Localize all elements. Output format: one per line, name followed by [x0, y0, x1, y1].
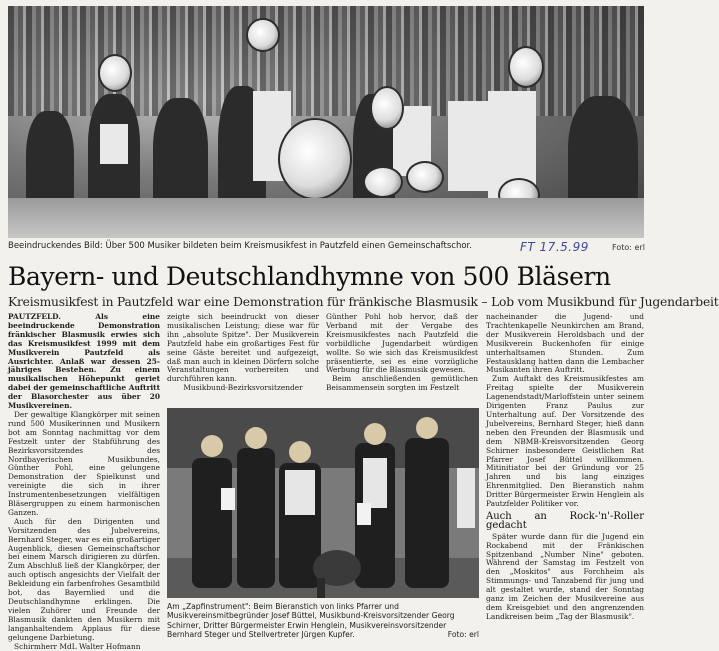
bass-drum: [278, 118, 352, 200]
beer-tapping-photo: [167, 408, 479, 598]
drum: [246, 18, 280, 52]
article-headline: Bayern- und Deutschlandhymne von 500 Bläsern: [8, 262, 611, 291]
drum: [508, 46, 544, 88]
beer-tapping-illustration: [167, 408, 479, 598]
band-photo: [8, 6, 644, 238]
body-paragraph: Auch für den Dirigenten und Vorsitzenden des Jubelvereins, Bernhard Steger, war es ein großartiger Augenblick, diesen Gemeinschaftschor bei einem Marsch dirigieren zu dürfen. Zum Abschluß ließ der Klangkörper, der auch optisch angesichts der Vielfalt der Bekleidung ein farbenfrohes Gesamtbild bot, das Bayernlied und die Deutschlandhymne erklingen. Die vielen Zuhörer und Freunde der Blasmusik dankten den Musikern mit langanhaltendem Applaus für diese gelungene Darbietung.: [8, 516, 160, 642]
bottom-photo-caption: [167, 602, 479, 640]
bottom-photo-credit: Foto: erl: [447, 630, 479, 640]
handwritten-date-note: FT 17.5.99: [520, 240, 589, 254]
article-subheadline: Kreismusikfest in Pautzfeld war eine Demonstration für fränkische Blasmusik – Lob vom Musikbund für Jugendarbeit: [8, 295, 719, 309]
body-paragraph: Der gewaltige Klangkörper mit seinen rund 500 Musikerinnen und Musikern bot am Sonntag nachmittag vor dem Festzelt unter der Stabführung des Bezirksvorsitzendes des Nordbayerischen Musikbundes, Günther Pohl, eine gelungene Demonstration der Spielkunst und vereinigte die sich in ihrer Instrumentenbesetzungen vielfältigen Bläsergruppen zu einem harmonischen Ganzen.: [8, 409, 160, 517]
body-paragraph: zeigte sich beeindruckt von dieser musikalischen Leistung; diese war für ihn „absolute Spitze". Der Musikverein Pautzfeld habe ein großartiges Fest für seine Gäste bereitet und aufgezeigt, daß man auch in kleinen Dörfern solche Veranstaltungen vorbereiten und durchführen kann.: [167, 312, 319, 384]
drum: [370, 86, 404, 130]
body-paragraph: Zum Auftakt des Kreismusikfestes am Freitag spielte der Musikverein Lagenendstadt/Marloffstein unter seinem Dirigenten Franz Paulus zur Unterhaltung auf. Der Vorsitzende des Jubelvereins, Bernhard Steger, hieß dann neben den Freunden der Blasmusik und dem NBMB-Kreisvorsitzenden Georg Schirner insbesondere Geistlichen Rat Pfarrer Josef Büttel willkommen. Mitinitiator bei der Gründung vor 25 Jahren und bis lang einziges Ehrenmitglied. Den Bieranstich nahm Dritter Bürgermeister Erwin Henglein als Pautzfelder Politiker vor.: [486, 374, 644, 509]
article-column-4: [486, 313, 644, 643]
body-paragraph: Beim anschließenden gemütlichen Beisammensein sorgten im Festzelt: [326, 374, 478, 393]
snare-drum: [406, 161, 444, 193]
section-subheading: Auch an Rock-'n'-Roller gedacht: [486, 510, 644, 531]
shirt-shape: [100, 124, 128, 164]
article-column-3: [326, 313, 478, 406]
body-paragraph: Günther Pohl hob hervor, daß der Verband mit der Vergabe des Kreismusikfestes nach Pautzfeld die vorbildliche Jugendarbeit würdigen wollte. So wie sich das Kreismusikfest präsentierte, sei es eine vorzügliche Werbung für die Blasmusik gewesen.: [326, 312, 478, 375]
article-column-1: [8, 312, 160, 651]
snare-drum: [363, 166, 403, 198]
drum: [98, 54, 132, 92]
body-paragraph: nacheinander die Jugend- und Trachtenkapelle Neunkirchen am Brand, der Musikverein Heroldsbach und der Musikverein Buckenhofen für einige unterhaltsamen Stunden. Zum Festausklang hatten dann die Lembacher Musikanten ihren Auftritt.: [486, 312, 644, 375]
bottom-caption-text: Am „Zapfinstrument": Beim Bieranstich von links Pfarrer und Musikvereinsmitbegründer Josef Büttel, Musikbund-Kreisvorsitzender Georg Schirner, Dritter Bürgermeister Erwin Henglein, Musikvereinsvorsitzender Bernhard Steger und Stellvertreter Jürgen Kupfer.: [167, 602, 455, 640]
shirt-shape: [448, 101, 488, 191]
article-column-2: [167, 313, 319, 406]
lead-paragraph: PAUTZFELD. Als eine beeindruckende Demonstration fränkischer Blasmusik erwies sich das Kreismusikfest 1999 mit dem Musikverein Pautzfeld als Ausrichter. Anlaß war dessen 25-jähriges Bestehen. Zu einem musikalischen Höhepunkt geriet dabei der gemeinschaftliche Auftritt der Blasorchester aus über 20 Musikvereinen.: [8, 312, 160, 411]
body-paragraph: Schirmherr MdL Walter Hofmann: [14, 641, 141, 651]
body-paragraph: Musikbund-Bezirksvorsitzender: [183, 383, 303, 393]
top-photo-caption: Beeindruckendes Bild: Über 500 Musiker bildeten beim Kreismusikfest in Pautzfeld einen Gemeinschaftschor.: [8, 241, 472, 251]
body-paragraph: Später wurde dann für die Jugend ein Rockabend mit der Fränkischen Spitzenband „Number Nine" geboten. Während der Samstag im Festzelt von den „Moskitos" aus Forchheim als Stimmungs- und Tanzabend für jung und alt gestaltet wurde, stand der Sonntag ganz im Zeichen der Musikvereine aus dem Kreisgebiet und den angrenzenden Landkreisen beim „Tag der Blasmusik".: [486, 531, 644, 621]
ground: [8, 198, 644, 238]
top-photo-credit: Foto: erl: [612, 243, 645, 252]
